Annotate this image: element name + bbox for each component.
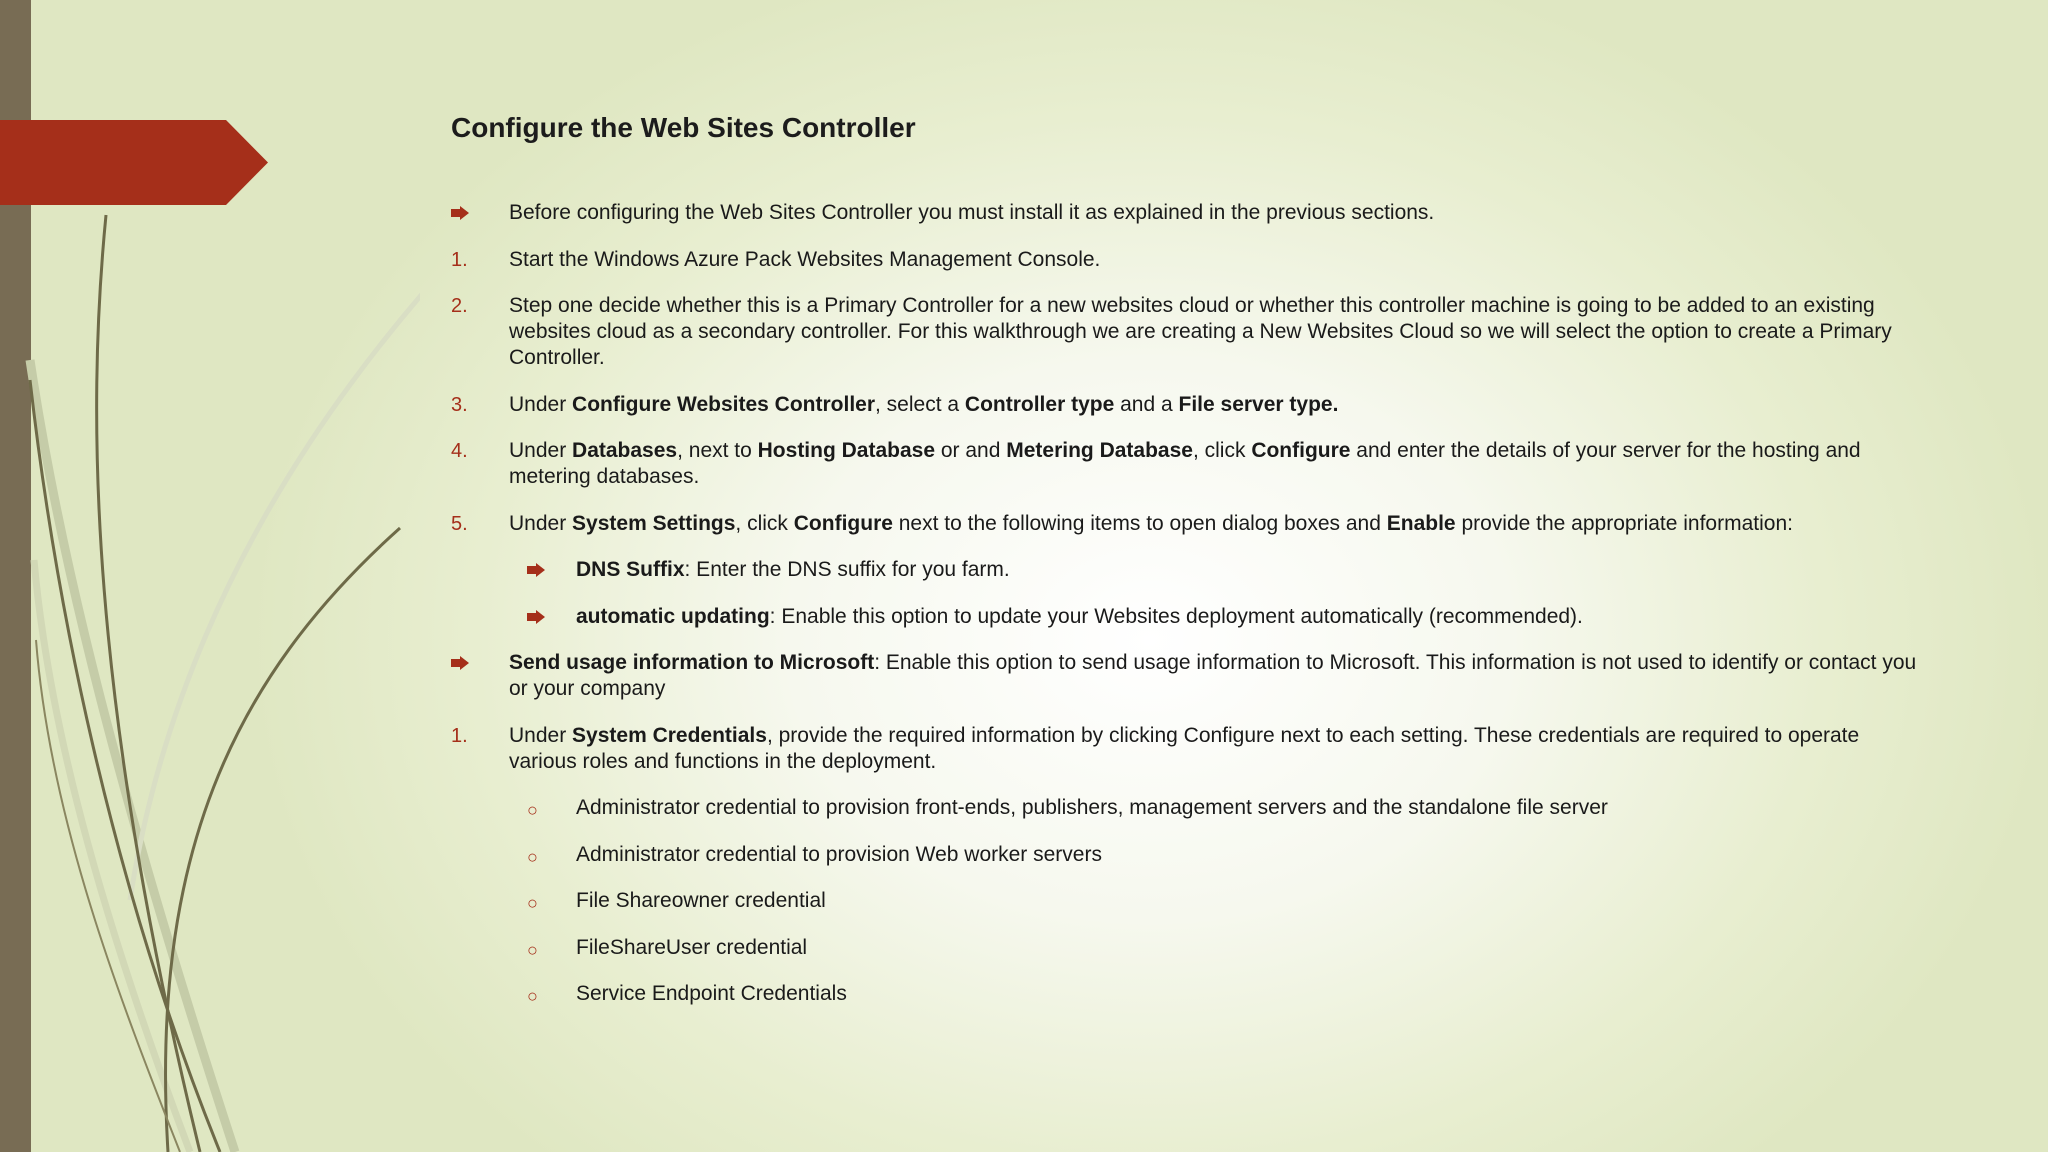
list-item [451,842,1921,868]
list-item [451,392,1921,418]
bold-term: Metering Database [1006,439,1193,462]
list-item [451,557,1921,583]
title-banner-arrow [0,120,268,205]
text-run: or and [935,439,1007,462]
circle-bullet-icon: ○ [527,846,538,867]
text-run: , next to [677,439,758,462]
circle-bullet-icon: ○ [527,939,538,960]
bold-term: System Settings [572,511,736,535]
list-item-text [576,982,847,1005]
list-item [451,935,1921,961]
text-run: Step one decide whether this is a Primary Controller for a new websites cloud or whether this controller machine is going to be added to an existing websites cloud as a secondary controller. For this walkthrough we are creating a New Websites Cloud so we will select the option to create a Primary Controller. [509,294,1892,369]
arrow-bullet-icon [527,604,545,631]
list-item-text [509,201,1434,224]
text-run: : Enter the DNS suffix for you farm. [684,558,1010,581]
list-item [451,795,1921,821]
text-run: and a [1114,392,1179,416]
list-item [451,247,1921,273]
arrow-bullet-icon [527,557,545,584]
text-run: File Shareowner credential [576,889,826,912]
list-number: 3. [451,393,468,416]
arrow-bullet-icon [451,200,469,227]
text-run: Start the Windows Azure Pack Websites Management Console. [509,247,1101,271]
text-run: Under [509,392,573,416]
circle-bullet-icon: ○ [527,986,538,1006]
bold-term: Enable [1386,511,1456,535]
list-item-text [509,512,1793,535]
text-run: provide the appropriate information: [1455,511,1793,535]
list-item-text [576,796,1608,819]
list-item-text [509,724,1859,773]
list-number: 4. [451,440,468,462]
list-item-text [576,558,1010,581]
bold-term: Configure [793,511,893,535]
bullet-list [451,200,1921,1028]
list-item [451,511,1921,537]
bold-term: File server type. [1178,392,1339,416]
list-item-text [509,294,1892,369]
list-number: 2. [451,295,468,317]
list-number: 1. [451,248,468,271]
bold-term: automatic updating [576,604,770,628]
bold-term: Configure Websites Controller [572,392,876,416]
text-run: Administrator credential to provision front-ends, publishers, management servers and the standalone file server [576,796,1608,819]
list-item-text [509,439,1861,488]
list-item-text [509,248,1100,271]
list-item-text [576,843,1102,866]
bold-term: Databases [572,439,678,462]
text-run: : Enable this option to update your Websites deployment automatically (recommended). [769,604,1583,628]
list-item-text [509,393,1338,416]
text-run: , select a [875,392,965,416]
bold-term: System Credentials [572,723,767,747]
text-run: and enter the details of your server for the hosting and metering databases. [509,439,1861,488]
text-run: Under [509,723,573,747]
list-item [451,604,1921,630]
list-item [451,723,1921,775]
list-item-text [576,605,1583,628]
bold-term: Hosting Database [757,439,936,462]
text-run: Under [509,439,573,462]
text-run: , provide the required information by clicking Configure next to each setting. These credentials are required to operate various roles and functions in the deployment. [509,723,1860,773]
list-item-text [576,889,826,912]
bold-term: Controller type [964,392,1115,416]
text-run: Service Endpoint Credentials [576,982,847,1005]
list-number: 1. [451,724,468,747]
text-run: Before configuring the Web Sites Controller you must install it as explained in the previous sections. [509,201,1435,224]
text-run: Under [509,511,573,535]
circle-bullet-icon: ○ [527,893,538,913]
circle-bullet-icon: ○ [527,800,538,820]
text-run: Administrator credential to provision Web worker servers [576,842,1102,866]
bold-term: DNS Suffix [576,558,685,581]
text-run: , click [1192,439,1252,462]
text-run: , click [735,511,794,535]
list-item [451,981,1921,1007]
slide-title: Configure the Web Sites Controller [451,112,916,143]
arrow-bullet-icon [451,650,469,677]
bold-term: Configure [1251,439,1351,462]
text-run: : Enable this option to send usage information to Microsoft. This information is not used to identify or contact you or your company [509,651,1917,700]
list-item [451,888,1921,914]
list-item [451,650,1921,702]
list-item-text [576,936,807,959]
text-run: FileShareUser credential [576,935,808,959]
list-number: 5. [451,512,468,535]
bold-term: Send usage information to Microsoft [509,651,875,674]
list-item [451,200,1921,226]
list-item-text [509,651,1916,700]
text-run: next to the following items to open dialog boxes and [892,511,1387,535]
list-item [451,438,1921,490]
list-item [451,293,1921,371]
